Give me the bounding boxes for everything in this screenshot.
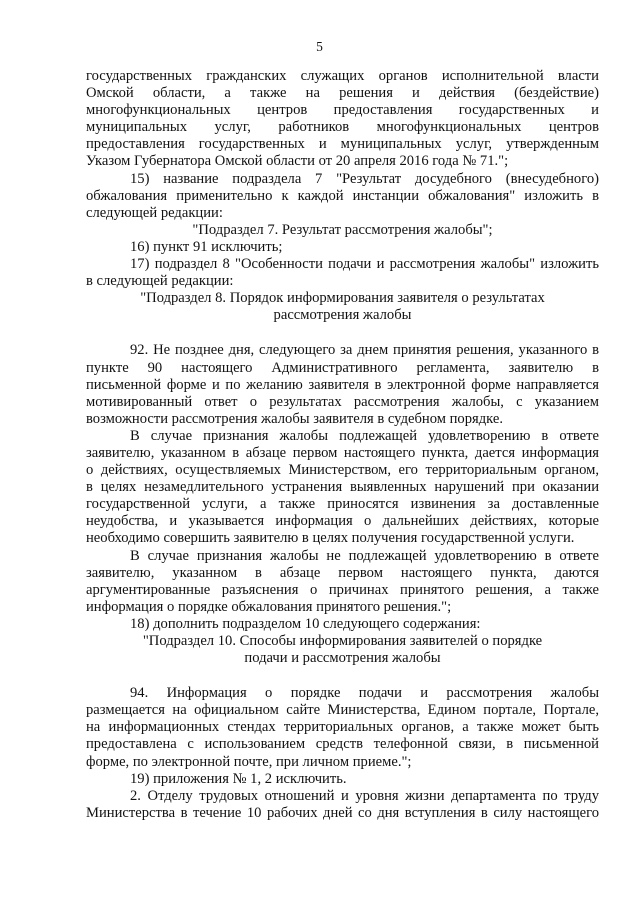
text-line: 2. Отделу трудовых отношений и уровня жизни департамента по труду [130, 787, 599, 804]
text-line: на информационных стендах территориальных органов, а также может быть [86, 719, 599, 736]
text-line: письменной форме и по желанию заявителя в электронной форме направляется [86, 376, 599, 393]
text-line: следующей редакции: [86, 204, 223, 221]
text-line: муниципальных услуг, работников многофункциональных центров [86, 119, 599, 136]
text-line: В случае признания жалобы подлежащей удовлетворению в ответе [130, 427, 599, 444]
text-line: "Подраздел 8. Порядок информирования заявителя о результатах [140, 290, 545, 307]
text-line: в следующей редакции: [86, 273, 234, 290]
text-line: аргументированные разъяснения о причинах принятого решения, а также [86, 581, 599, 598]
text-line: "Подраздел 7. Результат рассмотрения жалобы"; [192, 221, 493, 238]
text-line: размещается на официальном сайте Министерства, Едином портале, Портале, [86, 702, 599, 719]
text-line: неудобства, и указывается информация о дальнейших действиях, которые [86, 513, 599, 530]
text-line: Министерства в течение 10 рабочих дней со дня вступления в силу настоящего [86, 804, 599, 821]
text-line: 17) подраздел 8 "Особенности подачи и рассмотрения жалобы" изложить [130, 256, 599, 273]
text-line: государственных гражданских служащих органов исполнительной власти [86, 68, 599, 84]
text-line: рассмотрения жалобы [273, 307, 412, 324]
text-line: информация о порядке обжалования принятого решения."; [86, 598, 452, 615]
text-line: Указом Губернатора Омской области от 20 апреля 2016 года № 71."; [86, 153, 509, 170]
paragraph-gap [86, 324, 599, 342]
text-line: в целях незамедлительного устранения выявленных нарушений при оказании [86, 479, 599, 496]
text-line: возможности рассмотрения жалобы заявителя в судебном порядке. [86, 410, 503, 427]
page-number: 5 [316, 39, 323, 54]
text-line: форме, по электронной почте, при личном приеме."; [86, 753, 412, 770]
text-line: Омской области, а также на решения и действия (бездействие) [86, 85, 599, 102]
text-line: 15) название подраздела 7 "Результат досудебного (внесудебного) [130, 170, 599, 187]
paragraph-gap [86, 667, 599, 685]
text-line: В случае признания жалобы не подлежащей удовлетворению в ответе [130, 547, 599, 564]
text-line: мотивированный ответ о результатах рассмотрения жалобы, с указанием [86, 393, 599, 410]
text-line: многофункциональных центров предоставления государственных и [86, 102, 599, 119]
text-line: предоставлена с использованием средств телефонной связи, в письменной [86, 736, 599, 753]
text-line: пункте 90 настоящего Административного регламента, заявителю в [86, 359, 599, 376]
text-line: о действиях, осуществляемых Министерством, его территориальным органом, [86, 462, 599, 479]
text-line: 18) дополнить подразделом 10 следующего содержания: [130, 615, 481, 632]
text-line: 16) пункт 91 исключить; [130, 238, 283, 255]
text-line: необходимо совершить заявителю в целях получения государственной услуги. [86, 530, 575, 547]
text-line: государственной услуги, а также приносятся извинения за доставленные [86, 496, 599, 513]
text-line: заявителю, указанном в абзаце первом настоящего пункта, дается информация [86, 444, 599, 461]
text-line: 92. Не позднее дня, следующего за днем принятия решения, указанного в [130, 342, 599, 359]
text-line: заявителю, указанном в абзаце первом настоящего пункта, даются [86, 564, 599, 581]
text-line: "Подраздел 10. Способы информирования заявителей о порядке [142, 633, 543, 649]
text-line: обжалования применительно к каждой инстанции обжалования" изложить в [86, 187, 599, 204]
text-line: предоставления государственных и муниципальных услуг, утвержденным [86, 136, 599, 153]
document-body [86, 68, 599, 822]
text-line: подачи и рассмотрения жалобы [244, 650, 441, 667]
text-line: 94. Информация о порядке подачи и рассмотрения жалобы [130, 685, 599, 702]
text-line: 19) приложения № 1, 2 исключить. [130, 770, 347, 787]
